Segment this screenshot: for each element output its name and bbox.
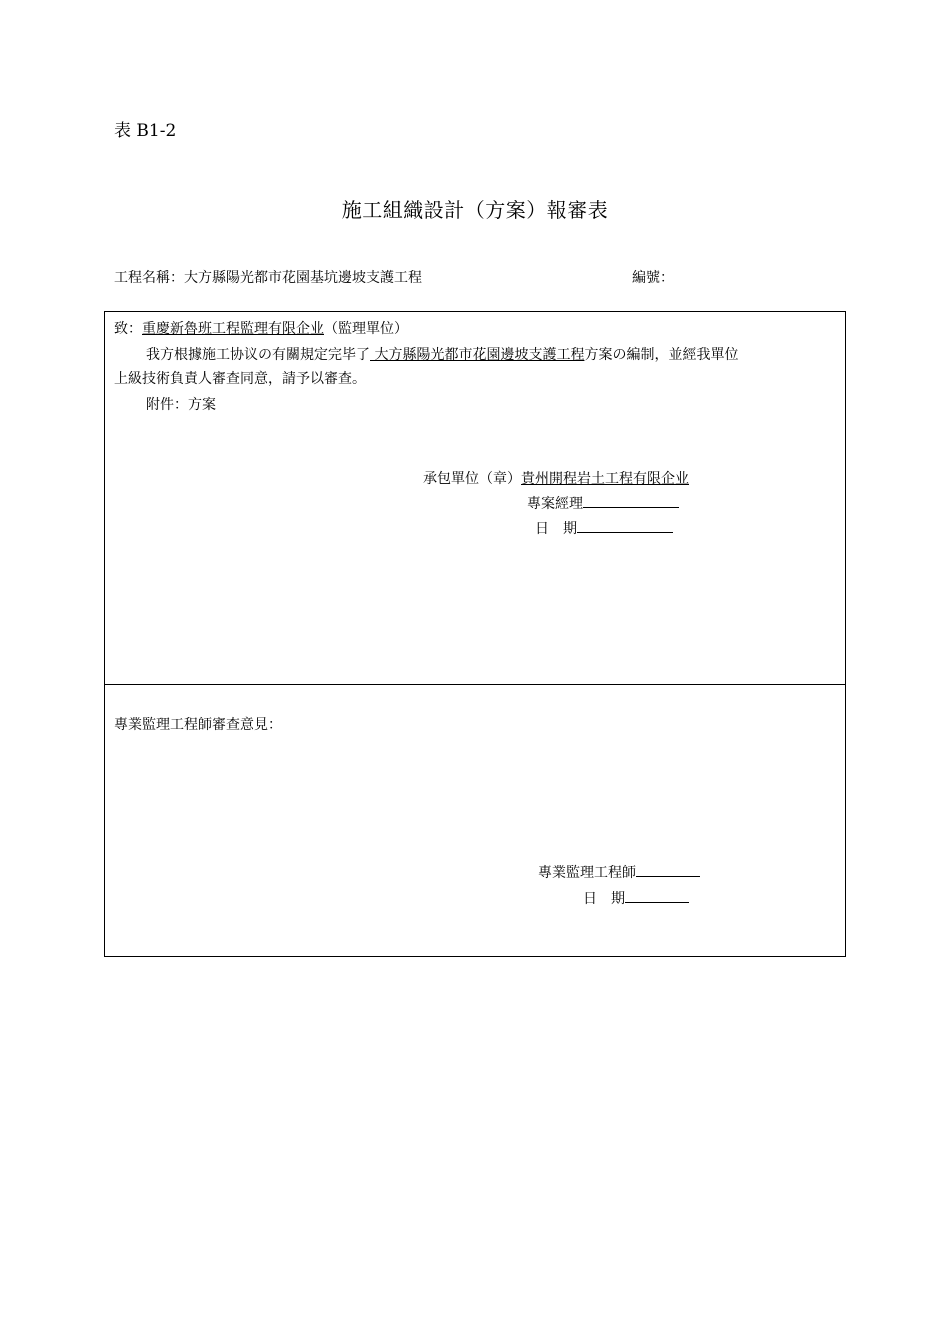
project-label: 工程名稱：	[114, 270, 184, 286]
addressee-line	[114, 318, 408, 338]
contractor-name: 貴州開程岩土工程有限企业	[521, 471, 689, 487]
manager-line	[527, 493, 679, 513]
form-table	[104, 311, 846, 957]
project-line	[114, 267, 422, 287]
manager-label: 專案經理	[527, 496, 583, 512]
submission-date-line	[535, 518, 673, 538]
body-prefix: 我方根據施工协议の有關規定完毕了	[146, 347, 370, 363]
body-project: 大方縣陽光都市花園邊坡支護工程	[370, 347, 585, 363]
review-opinion-label: 專業監理工程師審查意見：	[114, 717, 282, 733]
contractor-line	[423, 468, 689, 488]
engineer-line	[538, 862, 700, 882]
review-date-label: 日 期	[583, 891, 625, 907]
addressee-suffix: （監理單位）	[324, 321, 408, 337]
review-date-line	[583, 888, 689, 908]
body-line-2: 上級技術負責人審查同意，請予以審查。	[114, 371, 366, 387]
body-line-1	[146, 344, 738, 364]
submission-date-label: 日 期	[535, 521, 577, 537]
contractor-label: 承包單位（章）	[423, 471, 521, 487]
body-suffix: 方案の編制，並經我單位	[584, 347, 739, 363]
project-name: 大方縣陽光都市花園基坑邊坡支護工程	[184, 270, 422, 286]
addressee-unit: 重慶新魯班工程監理有限企业	[142, 321, 324, 337]
attachment-line: 附件：方案	[146, 397, 216, 413]
submission-date-blank[interactable]	[577, 518, 673, 533]
section-divider	[105, 684, 845, 685]
review-date-blank[interactable]	[625, 888, 689, 903]
engineer-label: 專業監理工程師	[538, 865, 636, 881]
engineer-signature-blank[interactable]	[636, 862, 700, 877]
page-title: 施工組織設計（方案）報審表	[341, 198, 609, 222]
number-label: 編號：	[632, 270, 674, 286]
form-code: 表 B1-2	[114, 121, 177, 141]
manager-signature-blank[interactable]	[583, 493, 679, 508]
addressee-label: 致：	[114, 321, 142, 337]
